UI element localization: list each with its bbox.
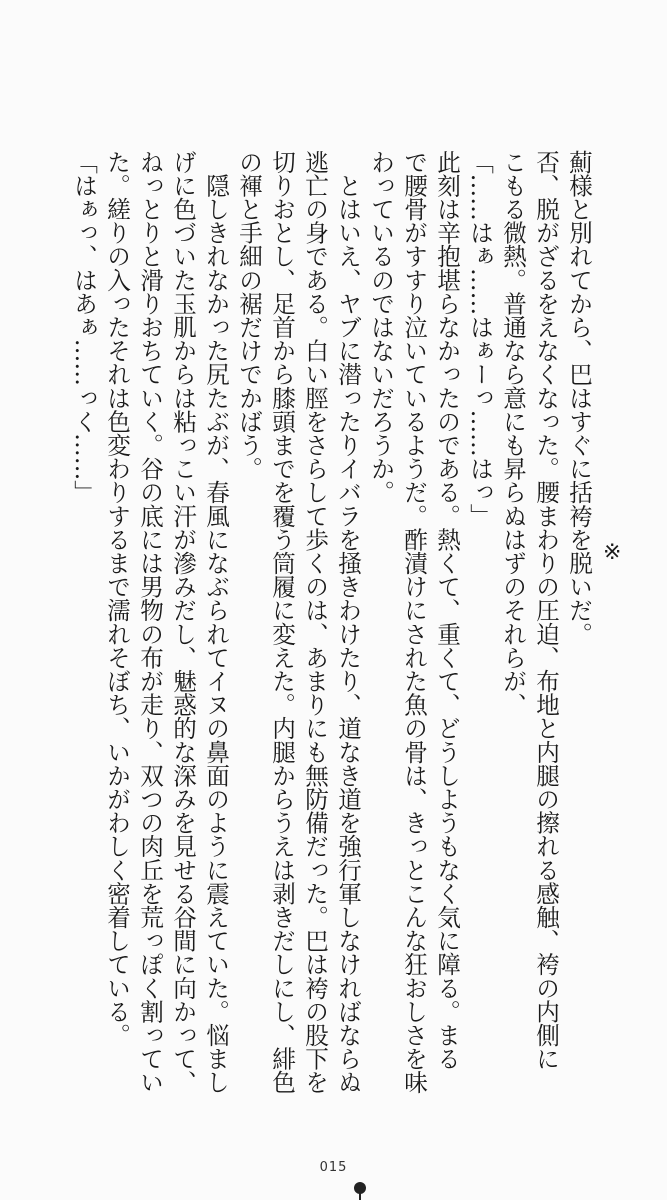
text-column-12: 隠しきれなかった尻たぶが、春風になぶられてイヌの鼻面のように震えていた。悩まし [202,150,230,1094]
text-column-15: た。縒りの入ったそれは色変わりするまで濡れそぼち、いかがわしく密着している。 [103,150,131,1047]
text-column-3: こもる微熱。普通なら意にも昇らぬはずのそれらが、 [499,150,527,717]
text-column-8: とはいえ、ヤブに潜ったりイバラを掻きわけたり、道なき道を強行軍しなければならぬ [334,150,362,1094]
page-marker-stem [359,1193,361,1200]
text-column-14: ねっとりと滑りおちていく。谷の底には男物の布が走り、双つの肉丘を荒っぽく割ってい [136,150,164,1094]
text-column-13: げに色づいた玉肌からは粘っこい汗が滲みだし、魅惑的な深みを見せる谷間に向かって、 [169,150,197,1094]
text-column-16: 「はぁっ、はあぁ……っく……」 [70,150,98,504]
text-column-10: 切りおとし、足首から膝頭までを覆う筒履に変えた。内腿からうえは剥きだしにし、緋色 [268,150,296,1094]
text-column-6: で腰骨がすすり泣いているようだ。酢漬けにされた魚の骨は、きっとこんな狂おしさを味 [400,150,428,1094]
text-column-9: 逃亡の身である。白い脛をさらして歩くのは、あまりにも無防備だった。巴は袴の股下を [301,150,329,1094]
page-number: 015 [319,1160,348,1175]
text-column-5: 此刻は辛抱堪らなかったのである。熱くて、重くて、どうしようもなく気に障る。まる [433,150,461,1071]
text-column-4: 「……はぁ……はぁーっ……はっ」 [466,150,494,528]
text-column-7: わっているのではないだろうか。 [367,150,395,504]
section-break-mark: ※ [603,540,622,565]
text-column-2: 否、脱がざるをえなくなった。腰まわりの圧迫、布地と内腿の擦れる感触、袴の内側に [532,150,560,1071]
text-column-1: 薊様と別れてから、巴はすぐに括袴を脱いだ。 [565,150,593,646]
text-column-11: の褌と手細の裾だけでかばう。 [235,150,263,481]
